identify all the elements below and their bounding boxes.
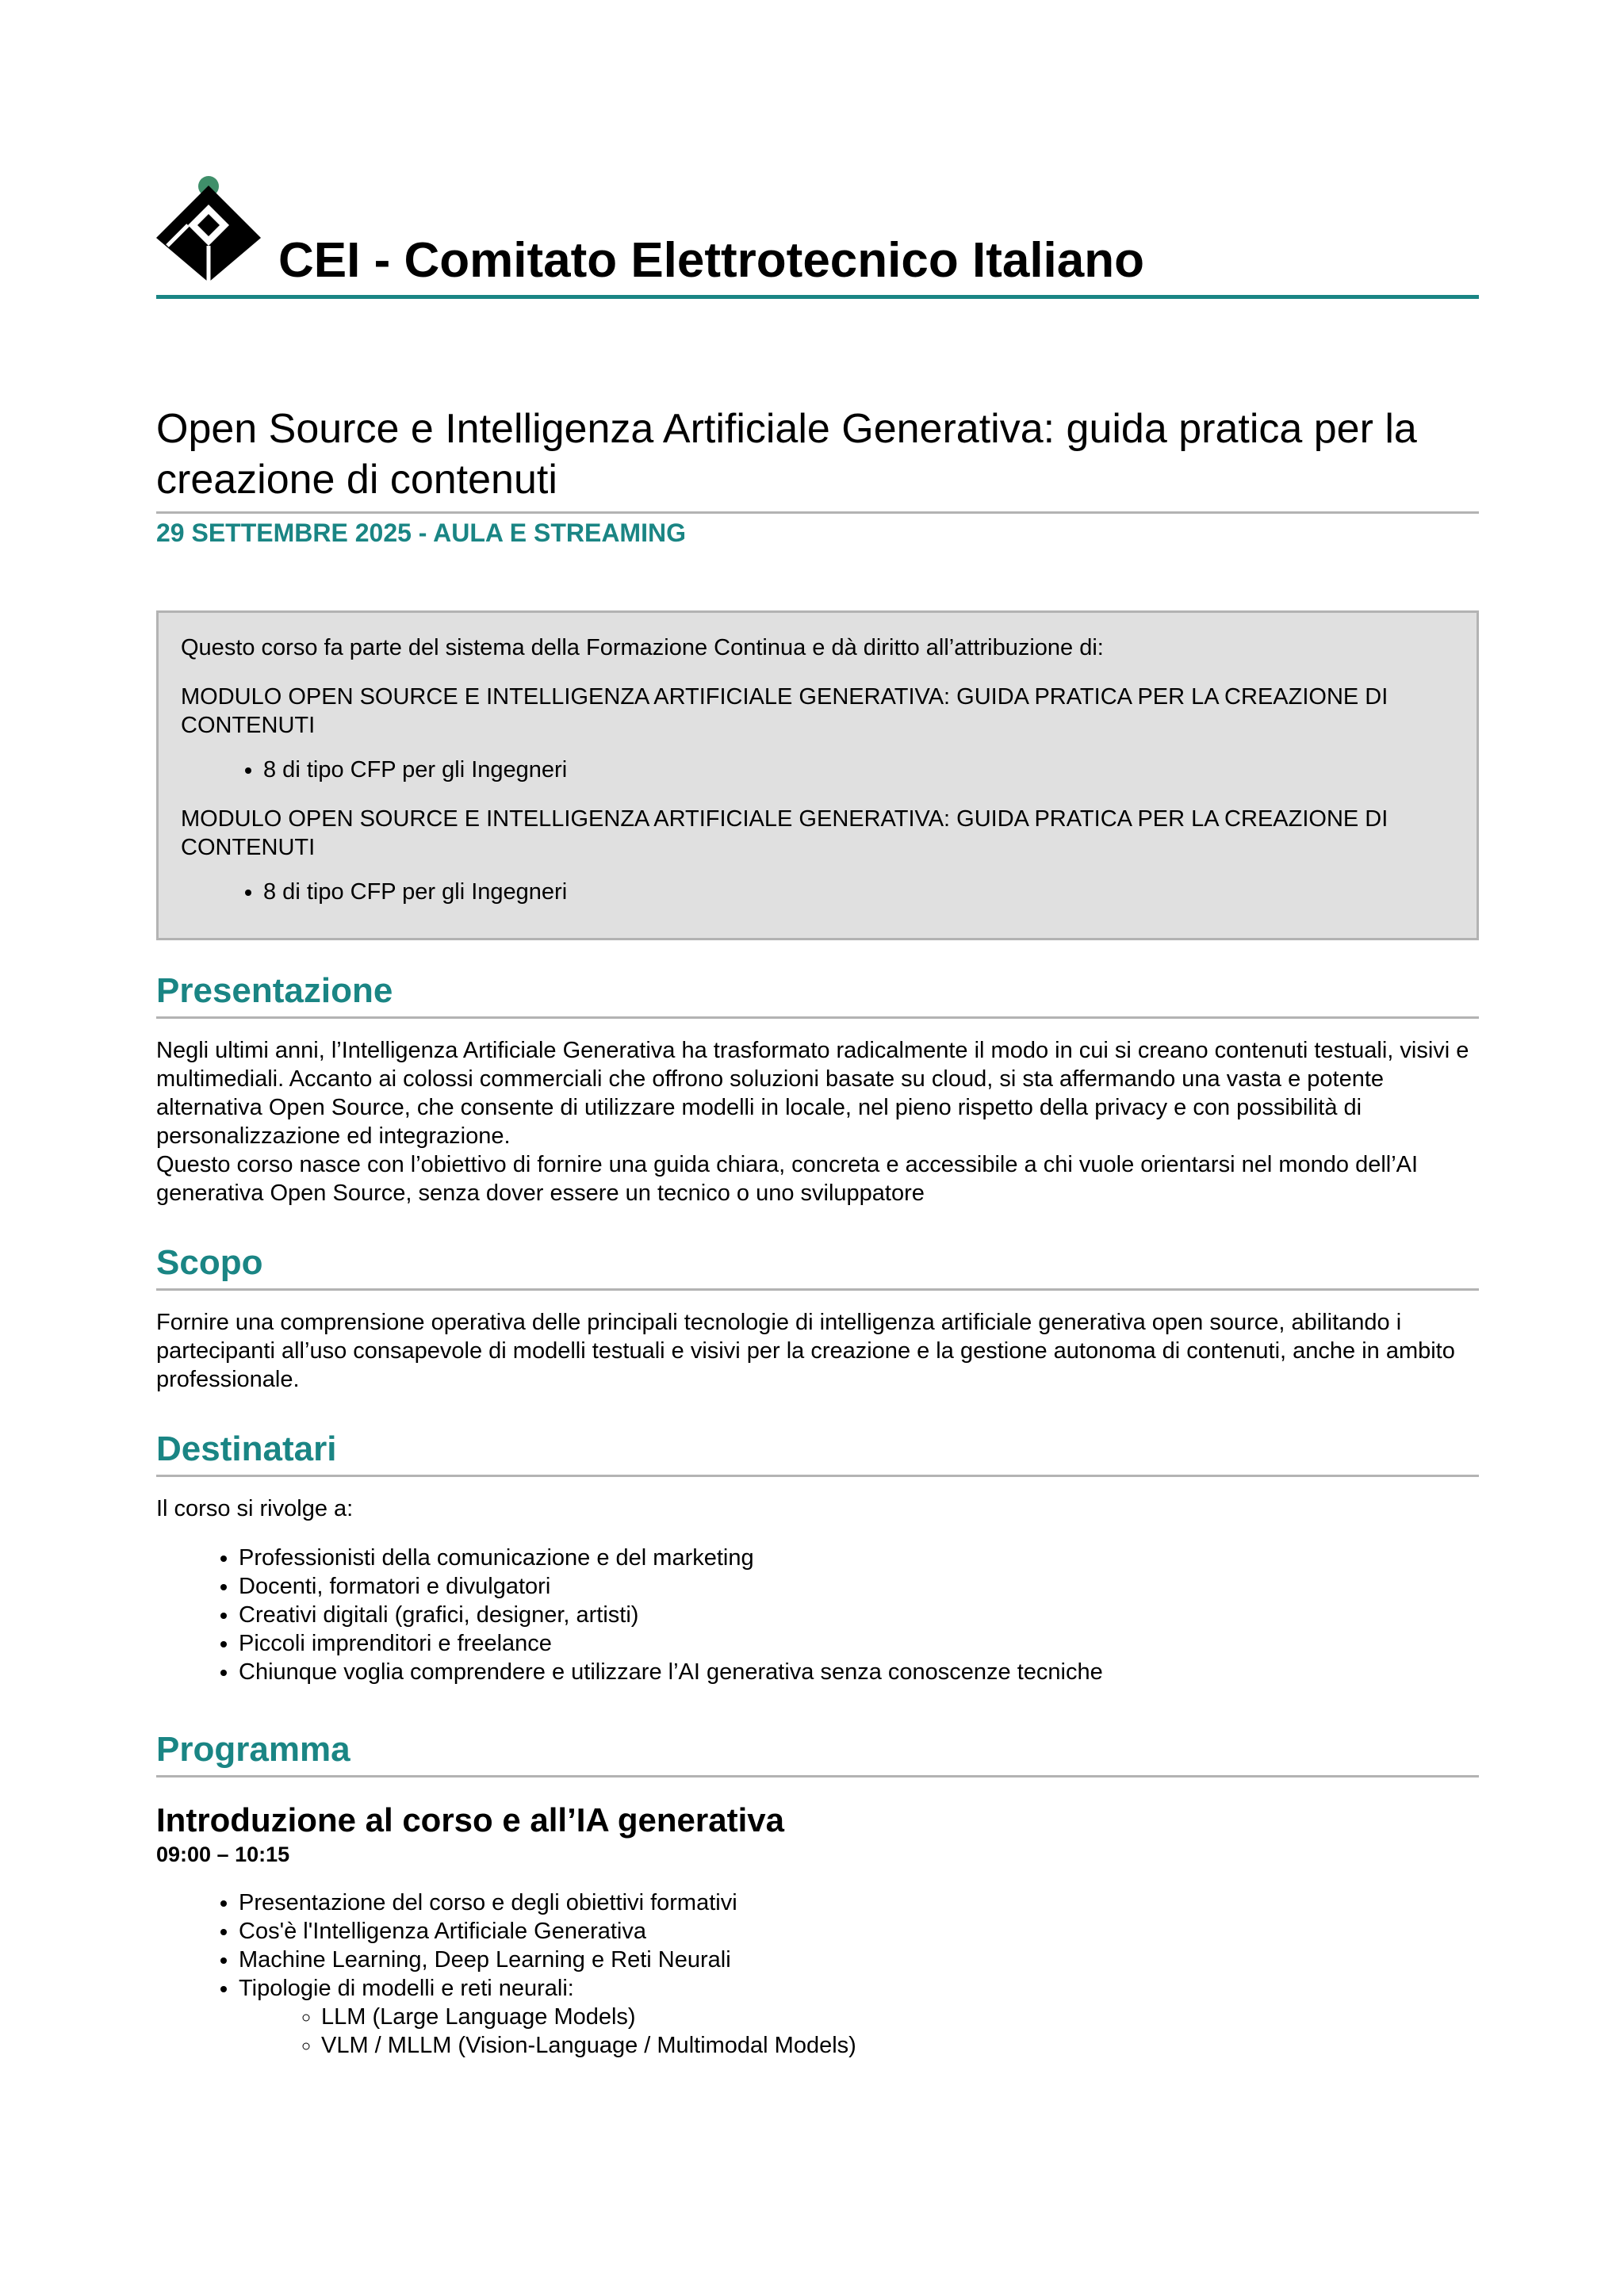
credit-item: • 8 di tipo CFP per gli Ingegneri	[263, 878, 1454, 906]
list-item	[239, 1974, 1479, 2060]
paragraph: Negli ultimi anni, l’Intelligenza Artificiale Generativa ha trasformato radicalmente il modo in cui si creano contenuti testuali, visivi e multimediali. Accanto ai colossi commerciali che offrono soluzioni basate su cloud, si sta affermando una vasta e potente alternativa Open Source, che consente di utilizzare modelli in locale, nel pieno rispetto della privacy e con possibilità di personalizzazione ed integrazione.	[156, 1038, 1469, 1149]
sub-list-item: ◦ LLM (Large Language Models)	[321, 2003, 1479, 2031]
list-item: • Machine Learning, Deep Learning e Reti Neurali	[239, 1946, 1479, 1974]
list-item: • Presentazione del corso e degli obiettivi formativi	[239, 1888, 1479, 1917]
paragraph: Questo corso nasce con l’obiettivo di fornire una guida chiara, concreta e accessibile a chi vuole orientarsi nel mondo dell’AI generativa Open Source, senza dover essere un tecnico o uno sviluppatore	[156, 1152, 1419, 1206]
section-title-destinatari: Destinatari	[156, 1427, 1479, 1477]
destinatari-list	[156, 1544, 1479, 1686]
course-title: Open Source e Intelligenza Artificiale Generativa: guida pratica per la creazione di contenuti	[156, 404, 1479, 514]
program-block-title: Introduzione al corso e all’IA generativa	[156, 1801, 784, 1839]
credits-list	[181, 756, 1454, 784]
info-intro: Questo corso fa parte del sistema della Formazione Continua e dà diritto all’attribuzione di:	[181, 635, 1104, 660]
section-title-programma: Programma	[156, 1728, 1479, 1777]
document-page	[156, 174, 1479, 2060]
list-item: • Docenti, formatori e divulgatori	[239, 1572, 1479, 1601]
list-item: • Creativi digitali (grafici, designer, artisti)	[239, 1601, 1479, 1629]
cei-diamond-logo-icon	[156, 174, 264, 282]
document-header	[156, 174, 1479, 299]
credits-info-box	[156, 610, 1479, 940]
credit-item: • 8 di tipo CFP per gli Ingegneri	[263, 756, 1454, 784]
destinatari-intro	[156, 1494, 1479, 1523]
course-date: 29 SETTEMBRE 2025 - AULA E STREAMING	[156, 519, 686, 547]
sub-list-item: ◦ VLM / MLLM (Vision-Language / Multimodal Models)	[321, 2031, 1479, 2060]
scopo-text	[156, 1308, 1479, 1394]
list-item: • Piccoli imprenditori e freelance	[239, 1629, 1479, 1658]
module-name: MODULO OPEN SOURCE E INTELLIGENZA ARTIFICIALE GENERATIVA: GUIDA PRATICA PER LA CREAZIONE DI CONTENUTI	[181, 684, 1388, 738]
paragraph: Il corso si rivolge a:	[156, 1496, 354, 1521]
presentazione-text	[156, 1036, 1479, 1207]
section-title-presentazione: Presentazione	[156, 969, 1479, 1019]
list-item: • Professionisti della comunicazione e del marketing	[239, 1544, 1479, 1572]
module-name: MODULO OPEN SOURCE E INTELLIGENZA ARTIFICIALE GENERATIVA: GUIDA PRATICA PER LA CREAZIONE DI CONTENUTI	[181, 806, 1388, 860]
section-title-scopo: Scopo	[156, 1241, 1479, 1291]
list-item: • Cos'è l'Intelligenza Artificiale Generativa	[239, 1917, 1479, 1946]
list-item-label: Tipologie di modelli e reti neurali:	[239, 1976, 574, 2001]
org-name: CEI - Comitato Elettrotecnico Italiano	[278, 233, 1144, 288]
program-block-time: 09:00 – 10:15	[156, 1843, 290, 1866]
sub-list	[239, 2003, 1479, 2060]
program-block-list	[156, 1888, 1479, 2060]
credits-list	[181, 878, 1454, 906]
paragraph: Fornire una comprensione operativa delle principali tecnologie di intelligenza artificiale generativa open source, abilitando i partecipanti all’uso consapevole di modelli testuali e visivi per la creazione e la gestione autonoma di contenuti, anche in ambito professionale.	[156, 1310, 1455, 1392]
list-item: • Chiunque voglia comprendere e utilizzare l’AI generativa senza conoscenze tecniche	[239, 1658, 1479, 1686]
